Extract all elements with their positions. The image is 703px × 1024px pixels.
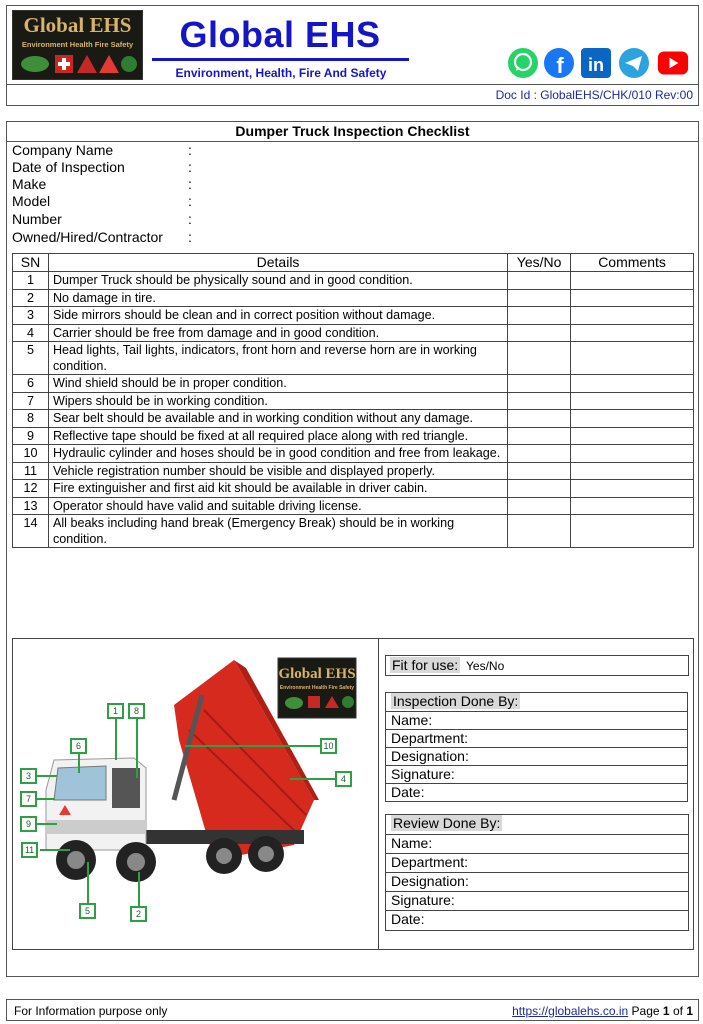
callout-line: [87, 862, 89, 904]
table-row: [13, 289, 694, 307]
callout-line: [37, 798, 55, 800]
brand-title: Global EHS: [179, 14, 381, 55]
row-comments-cell[interactable]: [571, 307, 694, 325]
callout-6: 6: [70, 738, 87, 754]
row-sn: 8: [13, 410, 49, 428]
callout-line: [115, 718, 117, 760]
row-comments-cell[interactable]: [571, 410, 694, 428]
linkedin-icon[interactable]: [580, 47, 612, 79]
brand-logo: [12, 10, 143, 80]
row-sn: 9: [13, 427, 49, 445]
row-sn: 1: [13, 272, 49, 290]
field-separator: :: [188, 211, 192, 227]
inspection-signature-row[interactable]: Signature:: [386, 765, 687, 783]
facebook-icon[interactable]: [543, 47, 575, 79]
review-department-row[interactable]: Department:: [386, 853, 688, 872]
svg-text:f: f: [556, 53, 564, 78]
row-yes-no-cell[interactable]: [508, 462, 571, 480]
review-heading-row: [386, 815, 688, 834]
row-yes-no-cell[interactable]: [508, 410, 571, 428]
col-header-details: Details: [48, 254, 507, 272]
row-details: Vehicle registration number should be visible and displayed properly.: [48, 462, 507, 480]
row-sn: 2: [13, 289, 49, 307]
table-row: [13, 480, 694, 498]
row-yes-no-cell[interactable]: [508, 342, 571, 375]
field-separator: :: [188, 142, 192, 158]
row-comments-cell[interactable]: [571, 480, 694, 498]
row-details: Dumper Truck should be physically sound and in good condition.: [48, 272, 507, 290]
table-header-row: [13, 254, 694, 272]
row-sn: 10: [13, 445, 49, 463]
row-comments-cell[interactable]: [571, 375, 694, 393]
doc-id: Doc Id : GlobalEHS/CHK/010 Rev:00: [495, 88, 693, 102]
svg-text:in: in: [588, 55, 604, 75]
fit-for-use-label: Fit for use:: [392, 657, 459, 673]
col-header-sn: SN: [13, 254, 49, 272]
field-make: Make: [12, 176, 47, 192]
page-current: 1: [662, 1004, 670, 1018]
callout-5: 5: [79, 903, 96, 919]
callout-line: [290, 778, 335, 780]
field-ownership: Owned/Hired/Contractor: [12, 229, 163, 245]
callout-7: 7: [20, 791, 37, 807]
image-logo-title: Global EHS: [278, 666, 356, 682]
fit-for-use-value: Yes/No: [466, 659, 505, 673]
row-details: Head lights, Tail lights, indicators, front horn and reverse horn are in working condition.: [48, 342, 507, 375]
field-date-of-inspection: Date of Inspection: [12, 159, 125, 175]
row-details: Reflective tape should be fixed at all required place along with red triangle.: [48, 427, 507, 445]
row-sn: 13: [13, 497, 49, 515]
inspection-heading: Inspection Done By:: [393, 693, 519, 709]
row-comments-cell[interactable]: [571, 445, 694, 463]
field-model: Model: [12, 193, 51, 209]
inspection-name-row[interactable]: Name:: [386, 711, 687, 729]
footer-right: [512, 1004, 693, 1018]
row-yes-no-cell[interactable]: [508, 497, 571, 515]
signoff-divider: [378, 638, 379, 950]
checklist-title: Dumper Truck Inspection Checklist: [235, 123, 470, 139]
row-details: Fire extinguisher and first aid kit should be available in driver cabin.: [48, 480, 507, 498]
row-details: Wipers should be in working condition.: [48, 392, 507, 410]
table-row: [13, 272, 694, 290]
table-row: [13, 445, 694, 463]
row-comments-cell[interactable]: [571, 342, 694, 375]
row-yes-no-cell[interactable]: [508, 375, 571, 393]
row-comments-cell[interactable]: [571, 427, 694, 445]
callout-9: 9: [20, 816, 37, 832]
inspection-designation-row[interactable]: Designation:: [386, 747, 687, 765]
row-details: Carrier should be free from damage and in good condition.: [48, 324, 507, 342]
row-sn: 4: [13, 324, 49, 342]
callout-3: 3: [20, 768, 37, 784]
field-separator: :: [188, 176, 192, 192]
col-header-yes-no: Yes/No: [508, 254, 571, 272]
callout-4: 4: [335, 771, 352, 787]
row-details: All beaks including hand break (Emergency Break) should be in working condition.: [48, 515, 507, 548]
callout-line: [78, 753, 80, 773]
row-sn: 5: [13, 342, 49, 375]
callout-10: 10: [320, 738, 337, 754]
callout-8: 8: [128, 703, 145, 719]
row-comments-cell[interactable]: [571, 515, 694, 548]
inspection-block: [385, 692, 688, 802]
row-yes-no-cell[interactable]: [508, 480, 571, 498]
fit-for-use-box[interactable]: [385, 655, 689, 676]
page-label: Page: [631, 1004, 660, 1018]
dumper-truck-illustration: [14, 650, 376, 930]
row-yes-no-cell[interactable]: [508, 307, 571, 325]
row-details: Hydraulic cylinder and hoses should be in good condition and free from leakage.: [48, 445, 507, 463]
field-company-name: Company Name: [12, 142, 114, 158]
logo-title: Global EHS: [23, 13, 132, 37]
logo-emblem-icon: [19, 51, 137, 77]
callout-1: 1: [107, 703, 124, 719]
callout-line: [37, 823, 57, 825]
col-header-comments: Comments: [571, 254, 694, 272]
row-sn: 14: [13, 515, 49, 548]
review-heading: Review Done By:: [393, 815, 501, 831]
row-yes-no-cell[interactable]: [508, 289, 571, 307]
callout-line: [138, 872, 140, 906]
table-row: [13, 410, 694, 428]
review-designation-row[interactable]: Designation:: [386, 872, 688, 891]
row-comments-cell[interactable]: [571, 289, 694, 307]
field-number: Number: [12, 211, 62, 227]
callout-2: 2: [130, 906, 147, 922]
callout-line: [136, 718, 138, 778]
row-comments-cell[interactable]: [571, 392, 694, 410]
callout-11: 11: [21, 842, 38, 858]
row-details: Side mirrors should be clean and in correct position without damage.: [48, 307, 507, 325]
row-details: Operator should have valid and suitable driving license.: [48, 497, 507, 515]
review-block: [385, 814, 689, 931]
review-date-row[interactable]: Date:: [386, 910, 688, 931]
footer-note: For Information purpose only: [14, 1004, 168, 1018]
row-yes-no-cell[interactable]: [508, 445, 571, 463]
row-sn: 7: [13, 392, 49, 410]
table-row: [13, 427, 694, 445]
brand-tagline: Environment, Health, Fire And Safety: [175, 66, 387, 80]
row-comments-cell[interactable]: [571, 462, 694, 480]
row-yes-no-cell[interactable]: [508, 324, 571, 342]
table-row: [13, 342, 694, 375]
row-sn: 3: [13, 307, 49, 325]
row-details: Sear belt should be available and in working condition without any damage.: [48, 410, 507, 428]
row-yes-no-cell[interactable]: [508, 427, 571, 445]
field-separator: :: [188, 229, 192, 245]
inspection-department-row[interactable]: Department:: [386, 729, 687, 747]
row-yes-no-cell[interactable]: [508, 515, 571, 548]
inspection-date-row[interactable]: Date:: [386, 783, 687, 802]
callout-line: [37, 775, 57, 777]
checklist-table: [12, 253, 694, 548]
table-row: [13, 497, 694, 515]
row-sn: 6: [13, 375, 49, 393]
row-comments-cell[interactable]: [571, 497, 694, 515]
footer-website-link[interactable]: https://globalehs.co.in: [512, 1004, 629, 1018]
row-yes-no-cell[interactable]: [508, 272, 571, 290]
table-row: [13, 392, 694, 410]
inspection-heading-row: [386, 693, 687, 711]
row-sn: 11: [13, 462, 49, 480]
field-separator: :: [188, 159, 192, 175]
table-row: [13, 462, 694, 480]
row-yes-no-cell[interactable]: [508, 392, 571, 410]
row-sn: 12: [13, 480, 49, 498]
image-logo-subtitle: Environment Health Fire Safety: [279, 685, 355, 691]
table-row: [13, 307, 694, 325]
telegram-icon[interactable]: [618, 47, 650, 79]
review-name-row[interactable]: Name:: [386, 834, 688, 853]
field-separator: :: [188, 193, 192, 209]
page-of: of: [672, 1004, 683, 1018]
youtube-icon[interactable]: [657, 47, 689, 79]
table-row: [13, 515, 694, 548]
row-comments-cell[interactable]: [571, 324, 694, 342]
review-signature-row[interactable]: Signature:: [386, 891, 688, 910]
row-details: Wind shield should be in proper condition.: [48, 375, 507, 393]
row-comments-cell[interactable]: [571, 272, 694, 290]
callout-line: [185, 745, 320, 747]
brand-underline: [152, 58, 409, 61]
callout-line: [40, 849, 70, 851]
logo-subtitle: Environment Health Fire Safety: [21, 40, 134, 49]
page-total: 1: [686, 1004, 693, 1018]
whatsapp-icon[interactable]: [507, 47, 539, 79]
table-row: [13, 324, 694, 342]
table-row: [13, 375, 694, 393]
row-details: No damage in tire.: [48, 289, 507, 307]
